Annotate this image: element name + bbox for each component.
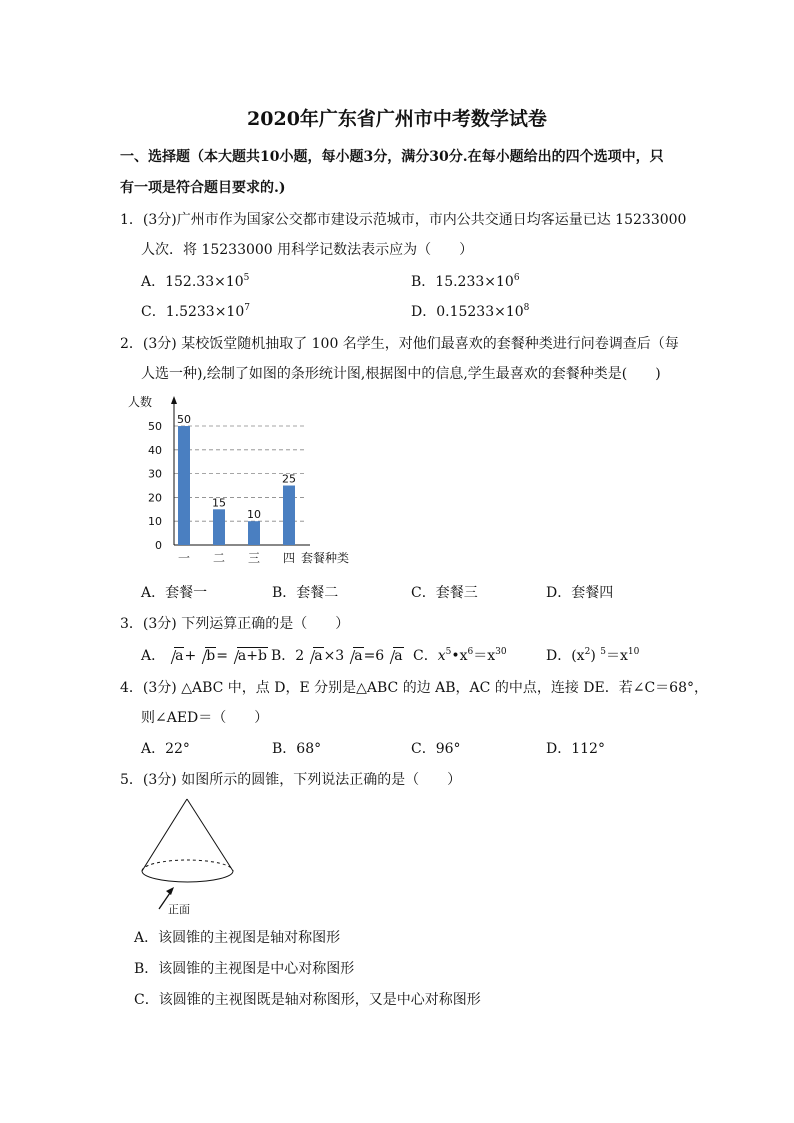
page-title: 2020年广东省广州市中考数学试卷	[247, 108, 547, 130]
data-label-4: 25	[282, 472, 296, 486]
question-1-option-c: C．$1.5233\times 10^7$	[141, 303, 250, 320]
y-tick-label: 50	[148, 420, 162, 434]
category-label-3: 三	[247, 551, 261, 565]
question-2-option-c: C．套餐三	[411, 585, 478, 601]
y-tick-label: 10	[148, 515, 162, 529]
sqrt-b: b	[196, 648, 216, 664]
y-tick-label: 0	[155, 539, 162, 552]
data-label-3: 10	[247, 508, 261, 522]
question-5-option-a: A．该圆锥的主视图是轴对称图形	[134, 930, 341, 946]
question-4-line2: 则∠AED＝（ ）	[141, 710, 269, 726]
question-3-option-a: A． a+ b= a+b	[141, 648, 267, 664]
category-label-4: 四	[282, 551, 296, 565]
question-5-option-c: C．该圆锥的主视图既是轴对称图形，又是中心对称图形	[134, 992, 481, 1008]
y-tick-label: 20	[148, 491, 162, 505]
question-2-option-b: B．套餐二	[272, 585, 339, 601]
category-label-1: 一	[177, 551, 191, 565]
question-2-line2: 人选一种),绘制了如图的条形统计图,根据图中的信息,学生最喜欢的套餐种类是( )	[141, 366, 661, 382]
question-3-option-c: C．$x^5•x^6=x^{30}$	[413, 647, 507, 664]
sqrt-a: a	[165, 648, 184, 664]
bar-3	[248, 521, 260, 545]
question-2-line1: 2．(3分) 某校饭堂随机抽取了 100 名学生，对他们最喜欢的套餐种类进行问卷调查后（每	[120, 336, 679, 352]
question-1-option-a: A．$152.33\times 10^5$	[141, 273, 250, 290]
question-4-option-c: C．96°	[411, 741, 461, 757]
question-4-option-a: A．22°	[141, 741, 190, 757]
question-4-option-d: D．112°	[546, 741, 605, 757]
data-label-2: 15	[212, 496, 226, 510]
bar-4	[283, 486, 295, 545]
figure-label-front: 正面	[168, 903, 190, 916]
question-3-option-d: D．$(x^2)$ $^5=x^{10}$	[546, 647, 640, 664]
question-1-option-b: B．$15.233\times 10^6$	[411, 273, 520, 290]
y-tick-label: 40	[148, 443, 162, 457]
category-label-2: 二	[212, 551, 226, 565]
question-2-option-d: D．套餐四	[546, 585, 614, 601]
question-5-option-b: B．该圆锥的主视图是中心对称图形	[134, 961, 355, 977]
question-1-line2: 人次．将 15233000 用科学记数法表示应为（ ）	[141, 242, 474, 258]
x-axis-label: 套餐种类	[301, 551, 350, 565]
bar-chart	[128, 392, 378, 572]
question-4-line1: 4．(3分) △ABC 中，点 D，E 分别是△ABC 的边 AB，AC 的中点，连接 DE．若∠C＝68°，	[120, 680, 708, 696]
section-heading-line2: 有一项是符合题目要求的.)	[120, 180, 286, 196]
question-2-option-a: A．套餐一	[141, 585, 208, 601]
cone-figure	[136, 796, 246, 918]
question-4-option-b: B．68°	[272, 741, 322, 757]
question-1-option-d: D．$0.15233\times 10^8$	[411, 303, 530, 320]
bar-1	[178, 426, 190, 545]
question-5-line: 5．(3分) 如图所示的圆锥，下列说法正确的是（ ）	[120, 772, 462, 788]
y-axis-label: 人数	[128, 395, 153, 409]
y-axis-arrow	[171, 396, 177, 404]
question-3-line: 3．(3分) 下列运算正确的是（ ）	[120, 616, 350, 632]
y-tick-label: 30	[148, 467, 162, 481]
section-heading-line1: 一、选择题（本大题共10小题，每小题3分，满分30分.在每小题给出的四个选项中，只	[120, 149, 664, 165]
sqrt-a-plus-b: a+b	[228, 648, 268, 664]
bar-2	[213, 509, 225, 545]
question-3-option-b: B．2 a×3 a=6 a	[271, 648, 403, 664]
data-label-1: 50	[177, 413, 191, 427]
question-1-line1: 1．(3分)广州市作为国家公交都市建设示范城市，市内公共交通日均客运量已达 15233000	[120, 212, 687, 228]
